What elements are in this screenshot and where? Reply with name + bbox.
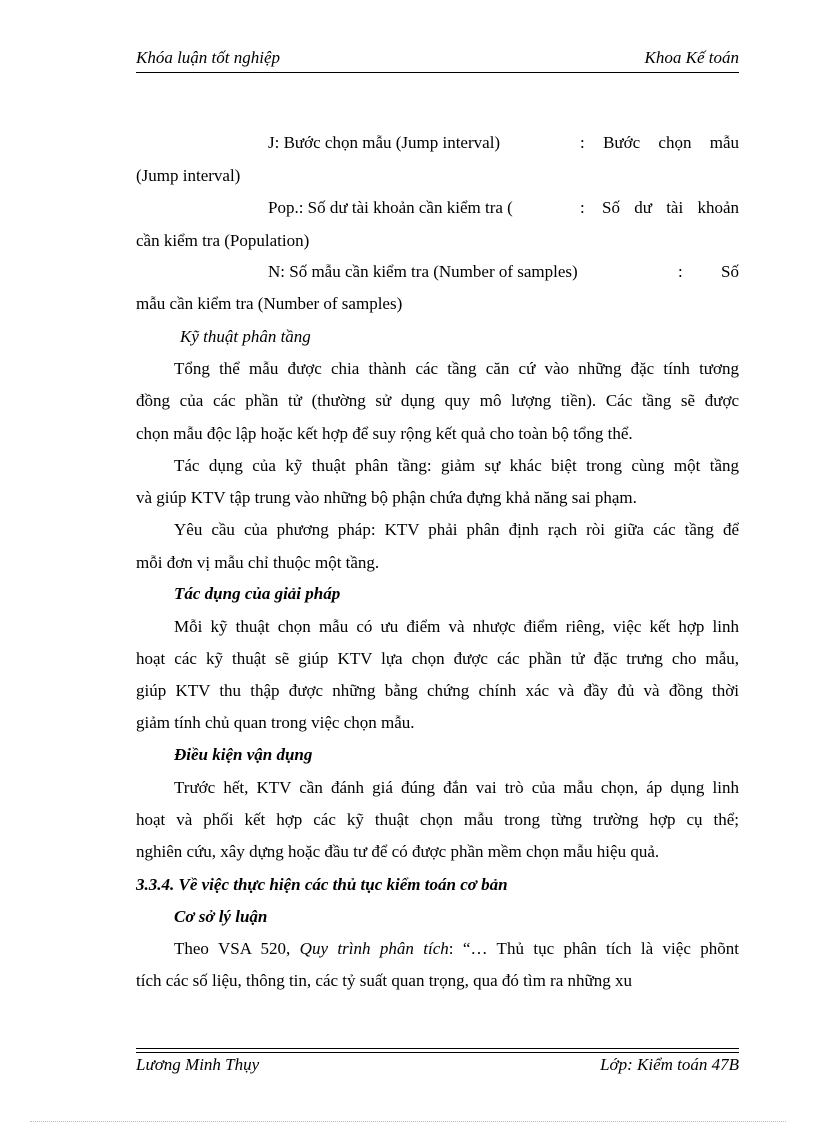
paragraph-line: đồng của các phần tử (thường sử dụng quy mô lượng tiền). Các tầng sẽ được [136,391,739,410]
paragraph-line: Yêu cầu của phương pháp: KTV phải phân định rạch ròi giữa các tầng để [174,520,739,539]
legend-j-colon: : [580,133,585,152]
heading-dieu-kien: Điều kiện vận dụng [174,745,313,764]
footer-author: Lương Minh Thụy [136,1055,260,1074]
paragraph-line: và giúp KTV tập trung vào những bộ phận chứa đựng khả năng sai phạm. [136,488,637,507]
paragraph-line-vsa [136,936,739,962]
heading-ky-thuat-phan-tang: Kỹ thuật phân tầng [180,327,311,346]
paragraph-line: Mỗi kỹ thuật chọn mẫu có ưu điểm và nhược điểm riêng, việc kết hợp linh [174,617,739,636]
header-faculty-label: Khoa Kế toán [644,48,739,67]
legend-n-key: N: Số mẫu cần kiểm tra (Number of samples) [268,262,578,281]
vsa-title: Quy trình phân tích [299,939,449,958]
footer-rule [136,1048,739,1053]
paragraph-line: Tác dụng của kỹ thuật phân tầng: giảm sự khác biệt trong cùng một tầng [174,456,739,475]
vsa-quote: : “… Thủ tục phân tích là việc phõnt [448,939,739,958]
paragraph-line: Trước hết, KTV cần đánh giá đúng đắn vai trò của mẫu chọn, áp dụng linh [174,778,739,797]
vsa-prefix: Theo VSA 520, [174,939,300,958]
footer-class: Lớp: Kiểm toán 47B [600,1055,739,1074]
legend-pop-row [136,195,739,221]
heading-co-so-ly-luan: Cơ sở lý luận [174,907,268,926]
heading-tac-dung: Tác dụng của giải pháp [174,584,341,603]
paragraph-line: chọn mẫu độc lập hoặc kết hợp để suy rộng kết quả cho toàn bộ tổng thể. [136,424,633,443]
paragraph-line: Tổng thể mẫu được chia thành các tầng căn cứ vào những đặc tính tương [174,359,739,378]
paragraph-line: giúp KTV thu thập được những bằng chứng chính xác và đầy đủ và đồng thời [136,681,739,700]
header-rule [136,72,739,73]
legend-n-row [136,259,739,285]
legend-pop-cont: cần kiểm tra (Population) [136,231,310,250]
legend-pop-value: Số dư tài khoản [602,198,739,217]
legend-j-key: J: Bước chọn mẫu (Jump interval) [268,133,501,152]
legend-pop-colon: : [580,198,585,217]
header-thesis-label: Khóa luận tốt nghiệp [136,48,281,67]
legend-j-value: Bước chọn mẫu [603,133,739,152]
legend-pop-key: Pop.: Số dư tài khoản cần kiểm tra ( [268,198,513,217]
section-heading-334: 3.3.4. Về việc thực hiện các thủ tục kiểm toán cơ bản [136,875,508,894]
paragraph-line: mỗi đơn vị mẫu chỉ thuộc một tầng. [136,553,380,572]
page-header [136,48,739,72]
paragraph-line: giảm tính chủ quan trong việc chọn mẫu. [136,713,415,732]
paragraph-line: hoạt và phối kết hợp các kỹ thuật chọn mẫu trong từng trường hợp cụ thể; [136,810,739,829]
page-bottom-dotted-line [30,1121,786,1122]
paragraph-line: hoạt các kỹ thuật sẽ giúp KTV lựa chọn được các phần tử đặc trưng cho mẫu, [136,649,739,668]
paragraph-line: tích các số liệu, thông tin, các tỷ suất quan trọng, qua đó tìm ra những xu [136,971,632,990]
legend-n-cont: mẫu cần kiểm tra (Number of samples) [136,294,403,313]
legend-j-cont: (Jump interval) [136,166,241,185]
legend-n-colon: : [678,262,683,281]
paragraph-line: nghiên cứu, xây dựng hoặc đầu tư để có được phần mềm chọn mẫu hiệu quả. [136,842,660,861]
page-footer [136,1055,739,1079]
legend-n-value: Số [721,262,739,281]
legend-j-row [136,130,739,156]
